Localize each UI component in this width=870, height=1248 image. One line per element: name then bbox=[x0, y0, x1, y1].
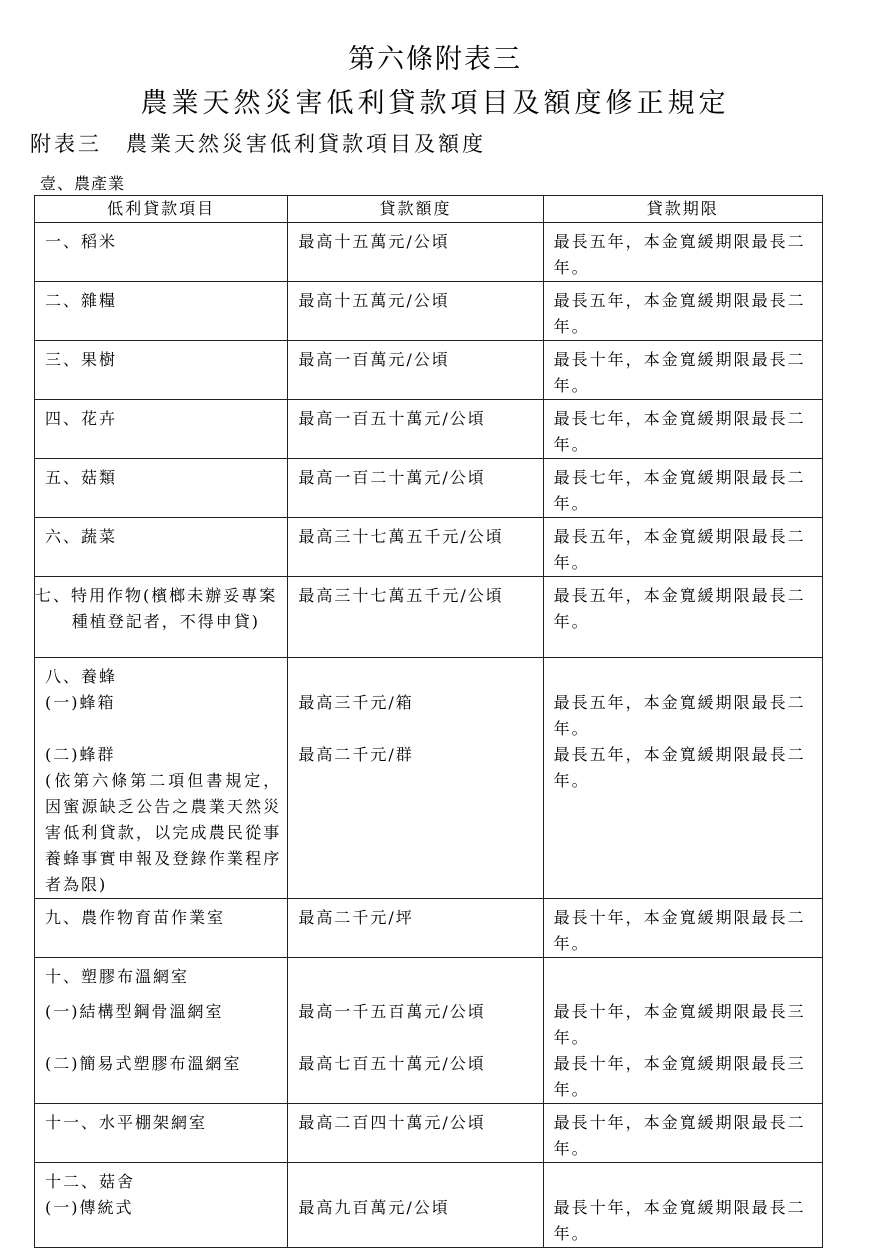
greenhouse-sub1-item: (一)結構型鋼骨溫網室 bbox=[45, 1002, 224, 1021]
greenhouse-heading: 十、塑膠布溫網室 bbox=[45, 967, 190, 986]
greenhouse-sub2-term: 最長十年，本金寬緩期限最長三年。 bbox=[553, 1054, 806, 1099]
row-item: 六、蔬菜 bbox=[45, 527, 118, 546]
beekeeping-sub2-item: (二)蜂群 bbox=[45, 745, 116, 764]
row-term: 最長五年，本金寬緩期限最長二年。 bbox=[553, 232, 806, 277]
row-item: 三、果樹 bbox=[45, 350, 118, 369]
table-row bbox=[35, 341, 823, 400]
mushroom-house-sub1-item: (一)傳統式 bbox=[45, 1198, 134, 1217]
row-term: 最長七年，本金寬緩期限最長二年。 bbox=[553, 468, 806, 513]
beekeeping-sub2-note: (依第六條第二項但書規定，因蜜源缺乏公告之農業天然災害低利貸款，以完成農民從事養蜂事實申報及登錄作業程序者為限) bbox=[45, 771, 282, 894]
table-row bbox=[35, 282, 823, 341]
greenhouse-sub1-amount: 最高一千五百萬元/公頃 bbox=[298, 1002, 486, 1021]
row-amount: 最高十五萬元/公頃 bbox=[298, 291, 450, 310]
row-item: 五、菇類 bbox=[45, 468, 118, 487]
table-row bbox=[35, 577, 823, 658]
table-row-beekeeping bbox=[35, 658, 823, 899]
row-item: 一、稻米 bbox=[45, 232, 118, 251]
mushroom-house-sub1-term: 最長十年，本金寬緩期限最長二年。 bbox=[553, 1198, 806, 1243]
nursery-item: 九、農作物育苗作業室 bbox=[45, 908, 226, 927]
table-caption: 附表三 農業天然災害低利貸款項目及額度 bbox=[30, 132, 486, 156]
mushroom-house-sub1-amount: 最高九百萬元/公頃 bbox=[298, 1198, 450, 1217]
nursery-term: 最長十年，本金寬緩期限最長二年。 bbox=[553, 908, 806, 953]
row-term: 最長七年，本金寬緩期限最長二年。 bbox=[553, 409, 806, 454]
table-row-mushroom-house bbox=[35, 1163, 823, 1248]
row-item: 七、特用作物(檳榔未辦妥專案種植登記者，不得申貸) bbox=[35, 586, 278, 631]
row-amount: 最高一百二十萬元/公頃 bbox=[298, 468, 486, 487]
row-item: 四、花卉 bbox=[45, 409, 118, 428]
beekeeping-sub2-amount: 最高二千元/群 bbox=[298, 745, 414, 764]
row-item: 二、雜糧 bbox=[45, 291, 118, 310]
row-amount: 最高三十七萬五千元/公頃 bbox=[298, 586, 504, 605]
row-amount: 最高一百五十萬元/公頃 bbox=[298, 409, 486, 428]
shed-item: 十一、水平棚架網室 bbox=[45, 1113, 208, 1132]
mushroom-house-heading: 十二、菇舍 bbox=[45, 1172, 136, 1191]
shed-amount: 最高二百四十萬元/公頃 bbox=[298, 1113, 486, 1132]
shed-term: 最長十年，本金寬緩期限最長二年。 bbox=[553, 1113, 806, 1158]
row-amount: 最高十五萬元/公頃 bbox=[298, 232, 450, 251]
table-row bbox=[35, 400, 823, 459]
greenhouse-sub2-item: (二)簡易式塑膠布溫網室 bbox=[45, 1054, 242, 1073]
table-row bbox=[35, 899, 823, 958]
row-term: 最長十年，本金寬緩期限最長二年。 bbox=[553, 350, 806, 395]
header-term: 貸款期限 bbox=[543, 196, 822, 223]
beekeeping-sub1-amount: 最高三千元/箱 bbox=[298, 693, 414, 712]
row-amount: 最高三十七萬五千元/公頃 bbox=[298, 527, 504, 546]
row-term: 最長五年，本金寬緩期限最長二年。 bbox=[553, 586, 806, 631]
row-term: 最長五年，本金寬緩期限最長二年。 bbox=[553, 527, 806, 572]
page-title: 第六條附表三 bbox=[348, 44, 522, 75]
row-term: 最長五年，本金寬緩期限最長二年。 bbox=[553, 291, 806, 336]
table-row bbox=[35, 223, 823, 282]
greenhouse-sub1-term: 最長十年，本金寬緩期限最長三年。 bbox=[553, 1002, 806, 1047]
greenhouse-sub2-amount: 最高七百五十萬元/公頃 bbox=[298, 1054, 486, 1073]
row-amount: 最高一百萬元/公頃 bbox=[298, 350, 450, 369]
table-header-row bbox=[35, 196, 823, 223]
table-row bbox=[35, 518, 823, 577]
section-label: 壹、農產業 bbox=[40, 174, 126, 193]
beekeeping-heading: 八、養蜂 bbox=[45, 667, 118, 686]
beekeeping-sub1-item: (一)蜂箱 bbox=[45, 693, 116, 712]
table-row-greenhouse bbox=[35, 958, 823, 1104]
beekeeping-sub1-term: 最長五年，本金寬緩期限最長二年。 bbox=[553, 693, 806, 738]
table-row bbox=[35, 459, 823, 518]
loan-table bbox=[34, 195, 823, 1248]
nursery-amount: 最高二千元/坪 bbox=[298, 908, 414, 927]
header-amount: 貸款額度 bbox=[288, 196, 543, 223]
beekeeping-sub2-term: 最長五年，本金寬緩期限最長二年。 bbox=[553, 745, 806, 790]
document-title: 農業天然災害低利貸款項目及額度修正規定 bbox=[140, 88, 730, 119]
header-item: 低利貸款項目 bbox=[35, 196, 288, 223]
table-row bbox=[35, 1104, 823, 1163]
